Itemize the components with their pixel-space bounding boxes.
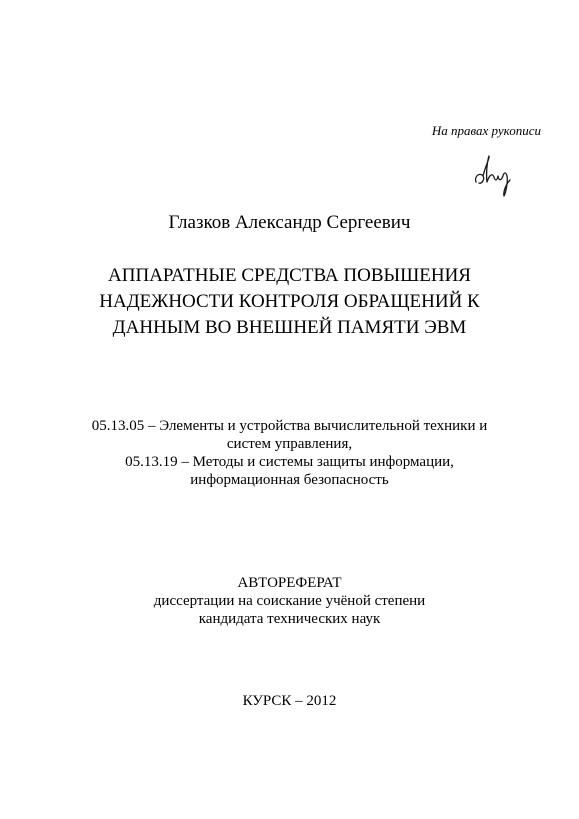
author-name: Глазков Александр Сергеевич — [168, 212, 411, 233]
dissertation-title — [0, 263, 579, 341]
handwritten-signature — [470, 150, 520, 198]
abstract-line: кандидата технических наук — [198, 611, 381, 627]
abstract-block — [0, 574, 579, 628]
city-year: КУРСК – 2012 — [242, 693, 337, 709]
specialty-line: систем управления, — [226, 436, 353, 452]
abstract-line: диссертации на соискание учёной степени — [153, 593, 426, 609]
rights-note: На правах рукописи — [431, 123, 541, 138]
specialty-line: 05.13.05 – Элементы и устройства вычислительной техники и — [91, 418, 488, 434]
specialty-line: информационная безопасность — [190, 472, 389, 488]
title-line: ДАННЫМ ВО ВНЕШНЕЙ ПАМЯТИ ЭВМ — [112, 317, 467, 338]
specialty-line: 05.13.19 – Методы и системы защиты информации, — [125, 454, 454, 470]
title-line: АППАРАТНЫЕ СРЕДСТВА ПОВЫШЕНИЯ — [108, 265, 471, 286]
title-line: НАДЕЖНОСТИ КОНТРОЛЯ ОБРАЩЕНИЙ К — [99, 291, 480, 312]
abstract-heading: АВТОРЕФЕРАТ — [237, 575, 342, 591]
specialties — [0, 417, 579, 489]
